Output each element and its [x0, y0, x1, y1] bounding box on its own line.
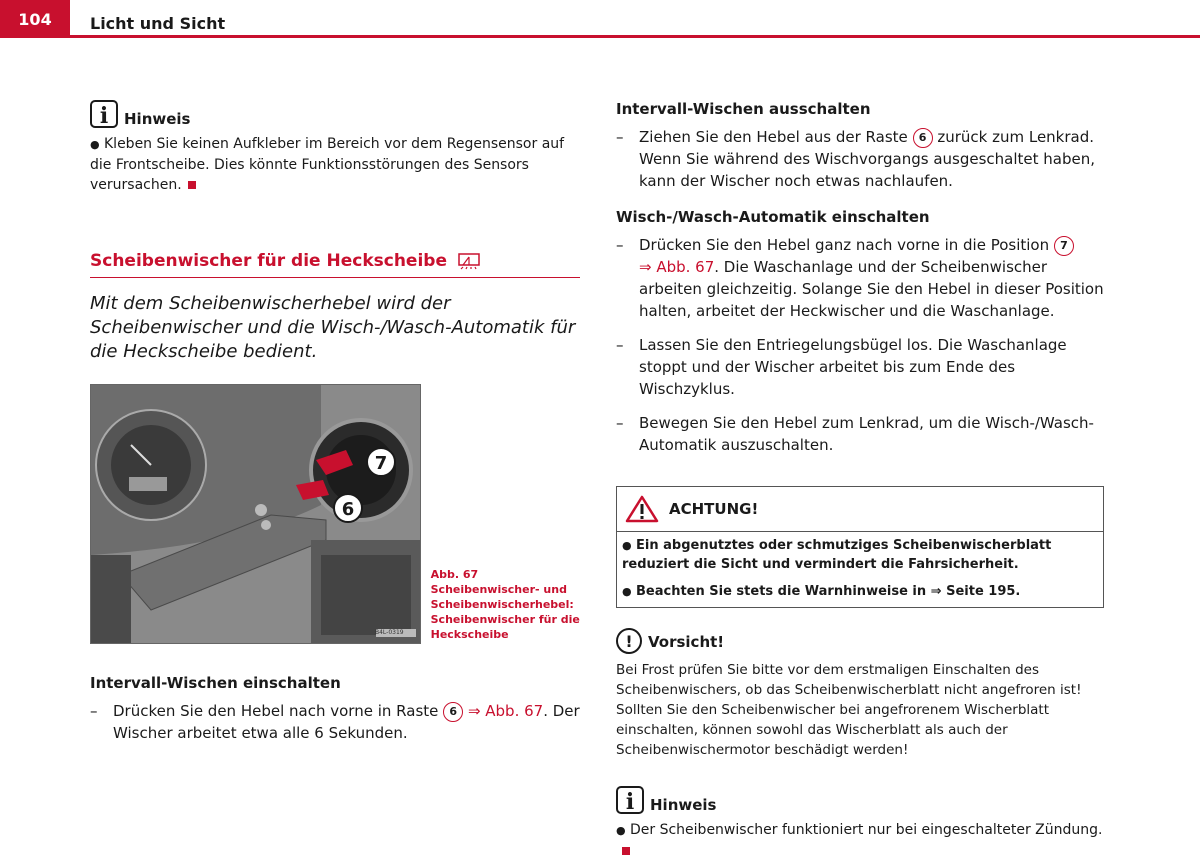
header-rule	[70, 35, 1200, 38]
interval-off-step: – Ziehen Sie den Hebel aus der Raste 6 zurück zum Lenkrad. Wenn Sie während des Wischvorgangs ausgeschaltet haben, kann der Wischer noch etwas nachlaufen.	[616, 128, 1096, 190]
figure-ref-link[interactable]: ⇒ Abb. 67	[639, 258, 715, 276]
callout-6: 6	[333, 493, 363, 523]
bullet-icon: ●	[616, 824, 626, 837]
exclamation-circle-icon: !	[616, 628, 642, 654]
bullet-icon: ●	[622, 585, 632, 598]
info-icon: i	[616, 786, 644, 814]
info-icon: i	[90, 100, 118, 128]
warning-item-2: ● Beachten Sie stets die Warnhinweise in ⇒ Seite 195.	[622, 584, 1021, 599]
page-ref-link[interactable]: ⇒ Seite 195.	[930, 584, 1021, 599]
dashboard-illustration	[91, 385, 421, 643]
auto-on-heading: Wisch-/Wasch-Automatik einschalten	[616, 208, 930, 226]
interval-on-heading: Intervall-Wischen einschalten	[90, 674, 341, 692]
warning-item-1: ● Ein abgenutztes oder schmutziges Scheibenwischerblatt reduziert die Sicht und vermindert die Fahrsicherheit.	[622, 538, 1052, 572]
interval-off-heading: Intervall-Wischen ausschalten	[616, 100, 871, 118]
note-text: ● Kleben Sie keinen Aufkleber im Bereich vor dem Regensensor auf die Frontscheibe. Dies könnte Funktionsstörungen des Sensors verursachen.	[90, 136, 565, 193]
left-column	[90, 100, 580, 744]
note-hinweis-2: i Hinweis ● Der Scheibenwischer funktioniert nur bei eingeschalteter Zündung.	[616, 786, 1106, 861]
warning-box	[616, 486, 1104, 608]
right-column	[616, 100, 1106, 861]
note-hinweis-1	[90, 100, 580, 195]
note-title: Hinweis	[124, 110, 191, 128]
figure	[90, 384, 580, 644]
image-code: B4L-0319	[375, 629, 404, 636]
position-7-badge: 7	[1054, 236, 1074, 256]
rear-wiper-icon	[457, 251, 481, 271]
bullet-icon: ●	[90, 138, 100, 151]
figure-caption: Abb. 67 Scheibenwischer- und Scheibenwischerhebel: Scheibenwischer für die Heckscheibe	[430, 568, 580, 641]
warning-triangle-icon	[625, 495, 659, 523]
end-marker-icon	[188, 181, 196, 189]
bullet-icon: ●	[622, 539, 632, 552]
callout-7: 7	[366, 447, 396, 477]
caution-note: ! Vorsicht! Bei Frost prüfen Sie bitte vor dem erstmaligen Einschalten des Scheibenwischers, ob das Scheibenwischerblatt nicht angefroren ist! Sollten Sie den Scheibenwischer bei angefrorenem Wischerblatt einschalten, können sowohl das Wischerblatt als auch der Scheibenwischermotor beschädigt werden!	[616, 628, 1106, 760]
warning-header: ACHTUNG!	[617, 487, 1103, 532]
figure-ref-link[interactable]: ⇒ Abb. 67	[467, 702, 544, 720]
auto-on-step-1: – Drücken Sie den Hebel ganz nach vorne in die Position 7 ⇒ Abb. 67. Die Waschanlage und der Scheibenwischer arbeiten gleichzeitig. Solange Sie den Hebel in dieser Position halten, arbeitet der Heckwischer und die Waschanlage.	[616, 236, 1104, 320]
position-6-badge: 6	[913, 128, 933, 148]
interval-on-section	[90, 674, 580, 744]
auto-on-step-2: – Lassen Sie den Entriegelungsbügel los. Die Waschanlage stoppt und der Wischer arbeitet bis zum Ende des Wischzyklus.	[616, 336, 1067, 398]
section-lead: Mit dem Scheibenwischerhebel wird der Scheibenwischer und die Wisch-/Wasch-Automatik für die Heckscheibe bedient.	[90, 293, 576, 362]
auto-on-step-3: – Bewegen Sie den Hebel zum Lenkrad, um die Wisch-/Wasch-Automatik auszuschalten.	[616, 414, 1094, 454]
section-title: Scheibenwischer für die Heckscheibe	[90, 251, 580, 278]
dashboard-photo	[90, 384, 421, 644]
page-number: 104	[0, 0, 70, 38]
interval-on-step: – Drücken Sie den Hebel nach vorne in Raste 6 ⇒ Abb. 67. Der Wischer arbeitet etwa alle 6 Sekunden.	[90, 702, 580, 742]
end-marker-icon	[622, 847, 630, 855]
position-6-badge: 6	[443, 702, 463, 722]
chapter-title: Licht und Sicht	[90, 14, 226, 33]
